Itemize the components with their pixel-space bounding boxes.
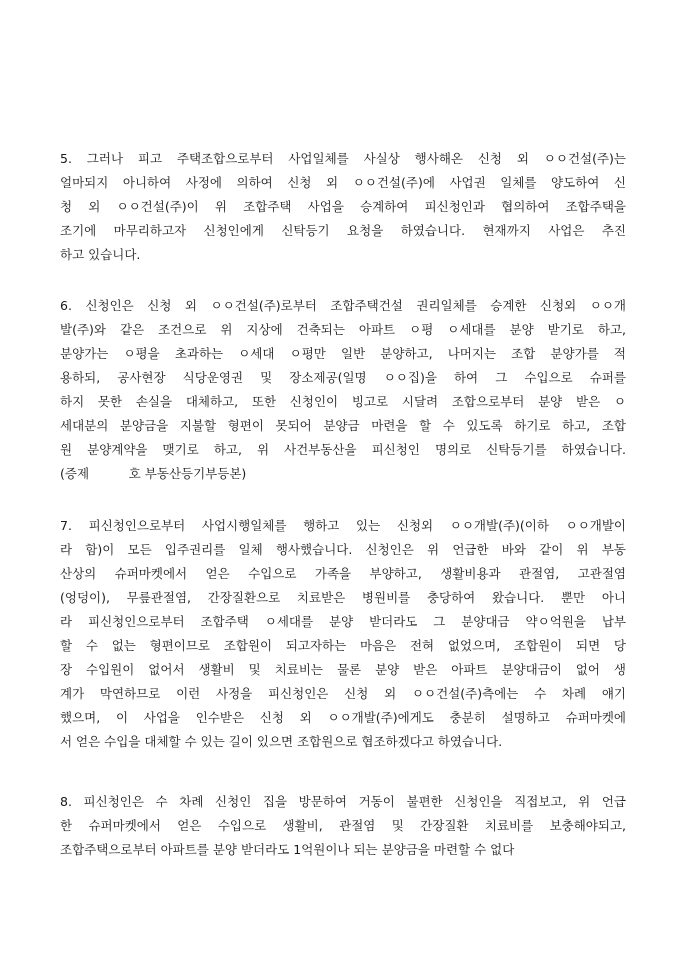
text-line: 얼마되지 아니하여 사정에 의하여 신청 외 ㅇㅇ건설(주)에 사업권 일체를 양도하여 신 xyxy=(60,175,626,190)
text-line: 분양가는 ㅇ평을 초과하는 ㅇ세대 ㅇ평만 일반 분양하고, 나머지는 조합 분양가를 적 xyxy=(60,346,626,361)
text-line: 하지 못한 손실을 대체하고, 또한 신청인이 빙고로 시달려 조합으로부터 분양 받은 ㅇ xyxy=(60,394,626,409)
text-line: 7. 피신청인으로부터 사업시행일체를 행하고 있는 신청외 ㅇㅇ개발(주)(이하 ㅇㅇ개발이 xyxy=(60,518,626,533)
text-line: 조합주택으로부터 아파트를 분양 받더라도 1억원이나 되는 분양금을 마련할 수 없다 xyxy=(60,842,515,857)
text-line: 했으며, 이 사업을 인수받은 신청 외 ㅇㅇ개발(주)에게도 충분히 설명하고 슈퍼마켓에 xyxy=(60,710,626,725)
paragraph-5 xyxy=(60,147,626,267)
text-line: 서 얻은 수입을 대체할 수 있는 길이 있으면 조합원으로 협조하겠다고 하였습니다. xyxy=(60,734,503,749)
paragraph-7 xyxy=(60,514,626,754)
text-line: 청 외 ㅇㅇ건설(주)이 위 조합주택 사업을 승계하여 피신청인과 협의하여 조합주택을 xyxy=(60,199,626,214)
text-line: 하고 있습니다. xyxy=(60,247,141,262)
text-line: 라 함)이 모든 입주권리를 일체 행사했습니다. 신청인은 위 언급한 바와 같이 위 부동 xyxy=(60,542,626,557)
text-line: 6. 신청인은 신청 외 ㅇㅇ건설(주)로부터 조합주택건설 권리일체를 승계한 신청외 ㅇㅇ개 xyxy=(60,298,626,313)
text-line: 라 피신청인으로부터 조합주택 ㅇ세대를 분양 받더라도 그 분양대금 약ㅇ억원을 납부 xyxy=(60,614,626,629)
text-line: 원 분양계약을 맺기로 하고, 위 사건부동산을 피신청인 명의로 신탁등기를 하였습니다. xyxy=(60,442,626,457)
text-line: 할 수 없는 형편이므로 조합원이 되고자하는 마음은 전혀 없었으며, 조합원이 되면 당 xyxy=(60,638,626,653)
text-line: 계가 막연하므로 이런 사정을 피신청인은 신청 외 ㅇㅇ건설(주)측에는 수 차례 얘기 xyxy=(60,686,626,701)
text-line: 조기에 마무리하고자 신청인에게 신탁등기 요청을 하였습니다. 현재까지 사업은 추진 xyxy=(60,223,626,238)
text-line: 용하되, 공사현장 식당운영권 및 장소제공(일명 ㅇㅇ집)을 하여 그 수입으로 슈퍼를 xyxy=(60,370,626,385)
paragraph-8 xyxy=(60,790,626,862)
text-line: 한 슈퍼마켓에서 얻은 수입으로 생활비, 관절염 및 간장질환 치료비를 보충해야되고, xyxy=(60,818,626,833)
text-line: 5. 그러나 피고 주택조합으로부터 사업일체를 사실상 행사해온 신청 외 ㅇㅇ건설(주)는 xyxy=(60,151,626,166)
text-line: 발(주)와 같은 조건으로 위 지상에 건축되는 아파트 ㅇ평 ㅇ세대를 분양 받기로 하고, xyxy=(60,322,626,337)
text-line: 8. 피신청인은 수 차례 신청인 집을 방문하여 거동이 불편한 신청인을 직접보고, 위 언급 xyxy=(60,794,626,809)
evidence-note: (증제 호 부동산등기부등본) xyxy=(60,466,247,481)
paragraph-6 xyxy=(60,294,626,486)
text-line: 산상의 슈퍼마켓에서 얻은 수입으로 가족을 부양하고, 생활비용과 관절염, 고관절염 xyxy=(60,566,626,581)
text-line: 세대분의 분양금을 지불할 형편이 못되어 분양금 마련을 할 수 있도록 하기로 하고, 조합 xyxy=(60,418,626,433)
text-line: 장 수입원이 없어서 생활비 및 치료비는 물론 분양 받은 아파트 분양대금이 없어 생 xyxy=(60,662,626,677)
text-line: (엉덩이), 무릎관절염, 간장질환으로 치료받은 병원비를 충당하여 왔습니다. 뿐만 아니 xyxy=(60,590,626,605)
